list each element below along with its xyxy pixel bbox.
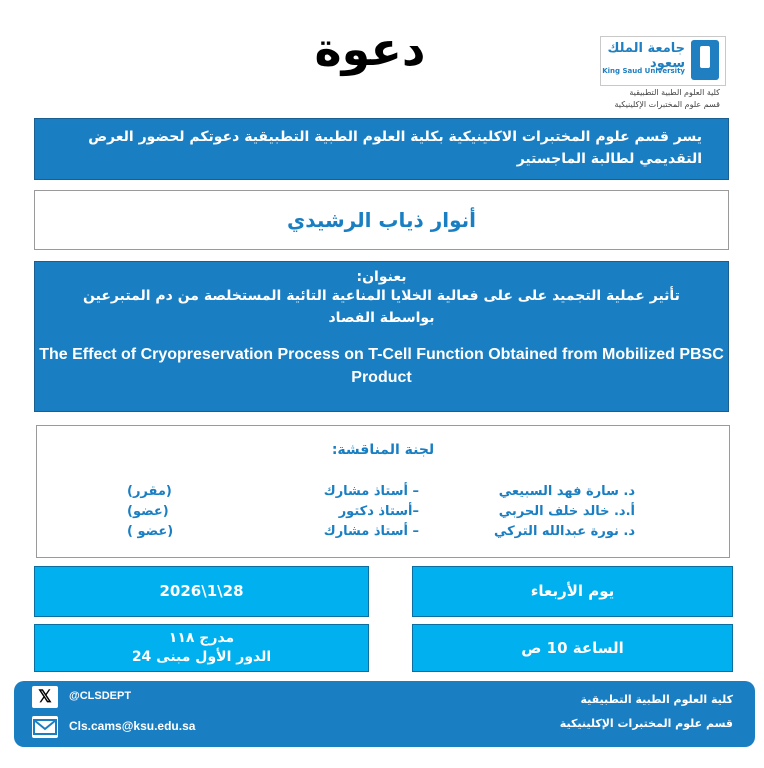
event-floor-building: الدور الأول مبنى 24 <box>131 649 272 665</box>
logo-arabic-name: جامعة الملك سعود <box>607 41 685 71</box>
thesis-title-arabic: تأثير عملية التجميد على على فعالية الخلايا المناعية التائية المستخلصة من دم المتبرعين بواسطة الفصاد <box>83 288 680 326</box>
envelope-icon <box>32 716 58 738</box>
event-hall: مدرج ١١٨ <box>168 630 235 646</box>
logo-college: كلية العلوم الطبية التطبيقية <box>629 88 720 97</box>
member-role: (عضو) <box>127 504 169 519</box>
ksu-logo <box>600 36 730 112</box>
member-title: – أستاذ مشارك <box>323 484 419 499</box>
invitation-title: دعوة <box>314 22 426 76</box>
event-time: الساعة 10 ص <box>412 624 733 672</box>
footer-department: قسم علوم المختبرات الإكلينيكية <box>559 717 733 730</box>
thesis-label: بعنوان: <box>356 269 407 285</box>
social-handle-link[interactable]: @CLSDEPT <box>69 690 132 702</box>
ksu-emblem-icon <box>691 40 719 80</box>
event-date: 2026\1\28 <box>34 566 369 617</box>
event-location <box>34 624 369 672</box>
x-logo-icon: 𝕏 <box>32 686 58 708</box>
committee-row <box>37 484 729 504</box>
committee-row <box>37 504 729 524</box>
footer-bar <box>14 681 755 747</box>
member-title: –أستاذ دكتور <box>338 504 419 519</box>
member-role: (عضو ) <box>127 524 174 539</box>
member-title: – أستاذ مشارك <box>323 524 419 539</box>
footer-college: كلية العلوم الطبية التطبيقية <box>580 693 733 706</box>
member-name: د. نورة عبدالله التركي <box>493 524 635 539</box>
intro-banner: يسر قسم علوم المختبرات الاكلينيكية بكلية العلوم الطبية التطبيقية دعوتكم لحضور العرض التقديمي لطالبة الماجستير <box>34 118 729 180</box>
committee-panel <box>36 425 730 558</box>
thesis-panel <box>34 261 729 412</box>
logo-english-name: King Saud University <box>602 67 685 75</box>
member-name: أ.د. خالد خلف الحربي <box>498 504 635 519</box>
event-day: يوم الأربعاء <box>412 566 733 617</box>
logo-department: قسم علوم المختبرات الإكلينيكية <box>614 100 720 109</box>
logo-frame <box>600 36 726 86</box>
email-link[interactable]: Cls.cams@ksu.edu.sa <box>69 719 196 733</box>
student-name: أنوار ذياب الرشيدي <box>34 190 729 250</box>
committee-title: لجنة المناقشة: <box>331 442 435 458</box>
thesis-title-english: The Effect of Cryopreservation Process on T-Cell Function Obtained from Mobilized PBSC Product <box>39 346 724 386</box>
member-role: (مقرر) <box>127 484 172 499</box>
member-name: د. سارة فهد السبيعي <box>498 484 635 499</box>
committee-row <box>37 524 729 544</box>
